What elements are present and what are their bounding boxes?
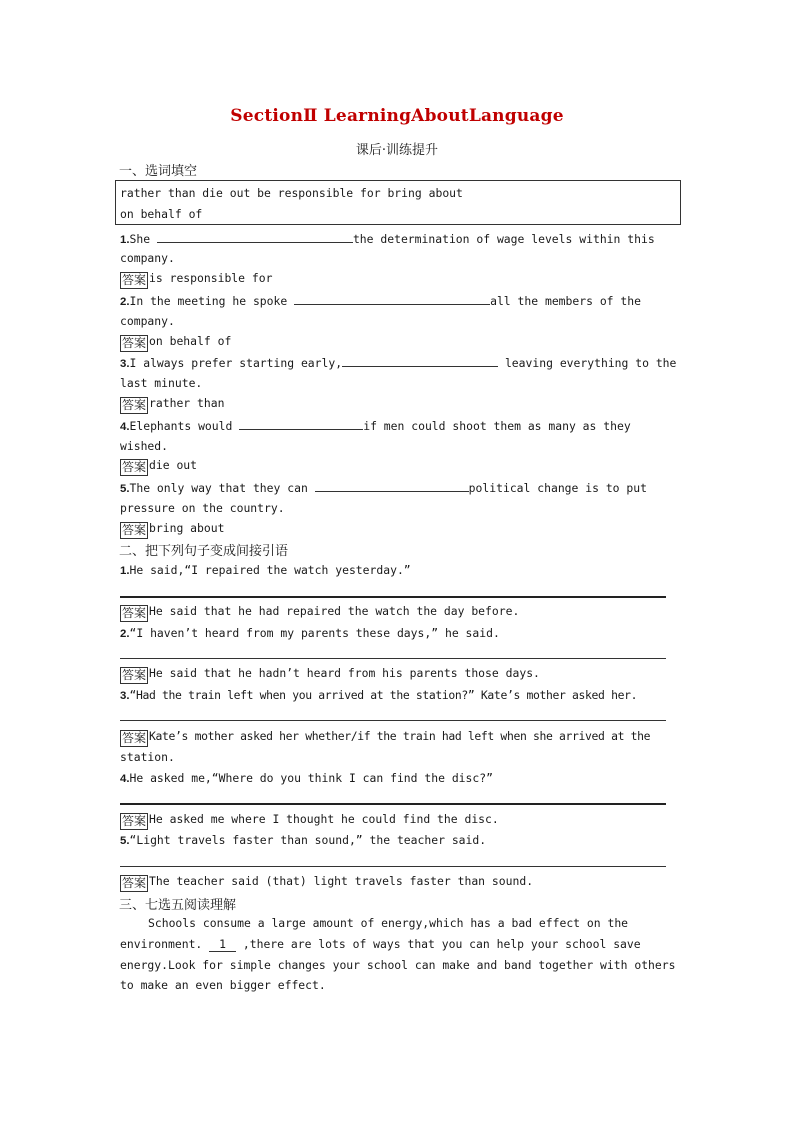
answer-tag: 答案 — [122, 460, 147, 474]
part2-answer-4: 答案 He asked me where I thought he could find the disc. — [122, 812, 499, 828]
answer-tag: 答案 — [122, 814, 147, 828]
part1-answer-2: 答案 on behalf of — [122, 334, 232, 350]
part1-question-5: 5.The only way that they can political change is to put — [120, 481, 647, 495]
answer-line — [120, 720, 666, 721]
page-title: SectionⅡ LearningAboutLanguage — [230, 106, 564, 126]
part2-answer-3-cont: station. — [120, 750, 175, 764]
reading-paragraph-line-1: Schools consume a large amount of energy,which has a bad effect on the — [148, 916, 629, 930]
answer-line — [120, 866, 666, 867]
part1-question-2: 2.In the meeting he spoke all the members of the — [120, 294, 641, 308]
answer-blank — [315, 480, 469, 492]
answer-line — [120, 596, 666, 598]
answer-tag: 答案 — [122, 523, 147, 537]
reading-paragraph-line-3: energy.Look for simple changes your school can make and band together with others — [120, 958, 676, 972]
reading-blank-1: 1 — [209, 937, 236, 952]
answer-tag: 答案 — [122, 731, 147, 745]
part1-question-2-cont: company. — [120, 314, 175, 328]
question-number: 5. — [120, 835, 130, 847]
part2-answer-3: 答案 Kate’s mother asked her whether/if the train had left when she arrived at the — [122, 729, 651, 745]
part1-question-1-cont: company. — [120, 251, 175, 265]
question-number: 2. — [120, 628, 130, 640]
part1-question-1: 1.She the determination of wage levels within this — [120, 232, 655, 246]
page-subtitle: 课后·训练提升 — [355, 143, 439, 158]
part2-question-5: 5.“Light travels faster than sound,” the teacher said. — [120, 833, 487, 847]
part2-answer-2: 答案 He said that he hadn’t heard from his parents those days. — [122, 666, 540, 682]
part2-question-2: 2.“I haven’t heard from my parents these days,” he said. — [120, 626, 500, 640]
part1-question-4: 4.Elephants would if men could shoot them as many as they — [120, 419, 631, 433]
answer-tag: 答案 — [122, 606, 147, 620]
part1-question-3: 3.I always prefer starting early, leaving everything to the — [120, 356, 677, 370]
part1-heading: 一、选词填空 — [119, 164, 198, 179]
part2-heading: 二、把下列句子变成间接引语 — [119, 544, 289, 559]
part1-answer-3: 答案 rather than — [122, 396, 225, 412]
question-number: 2. — [120, 296, 130, 308]
answer-line — [120, 803, 666, 805]
question-number: 3. — [120, 690, 130, 702]
part3-heading: 三、七选五阅读理解 — [119, 898, 237, 913]
answer-blank — [239, 418, 363, 430]
part1-answer-5: 答案 bring about — [122, 521, 225, 537]
part2-answer-5: 答案 The teacher said (that) light travels faster than sound. — [122, 874, 534, 890]
part2-answer-1: 答案 He said that he had repaired the watch the day before. — [122, 604, 520, 620]
question-number: 4. — [120, 773, 130, 785]
reading-paragraph-line-2: environment. 1 ,there are lots of ways that you can help your school save — [120, 937, 641, 951]
part1-answer-4: 答案 die out — [122, 458, 198, 474]
word-bank-line-2: on behalf of — [120, 207, 203, 221]
answer-tag: 答案 — [122, 876, 147, 890]
answer-blank — [157, 231, 353, 243]
word-bank-line-1: rather than die out be responsible for bring about — [120, 186, 463, 200]
question-number: 1. — [120, 234, 130, 246]
question-number: 5. — [120, 483, 130, 495]
answer-blank — [294, 293, 490, 305]
answer-tag: 答案 — [122, 273, 147, 287]
reading-paragraph-line-4: to make an even bigger effect. — [120, 978, 326, 992]
answer-blank — [342, 355, 498, 367]
part1-question-3-cont: last minute. — [120, 376, 203, 390]
answer-tag: 答案 — [122, 398, 147, 412]
question-number: 3. — [120, 358, 130, 370]
answer-tag: 答案 — [122, 668, 147, 682]
answer-line — [120, 658, 666, 659]
answer-tag: 答案 — [122, 336, 147, 350]
part1-question-5-cont: pressure on the country. — [120, 501, 285, 515]
part2-question-4: 4.He asked me,“Where do you think I can find the disc?” — [120, 771, 493, 785]
question-number: 4. — [120, 421, 130, 433]
part2-question-3: 3.“Had the train left when you arrived at the station?” Kate’s mother asked her. — [120, 688, 638, 702]
part1-question-4-cont: wished. — [120, 439, 169, 453]
part1-answer-1: 答案 is responsible for — [122, 271, 273, 287]
question-number: 1. — [120, 565, 130, 577]
part2-question-1: 1.He said,“I repaired the watch yesterday.” — [120, 563, 411, 577]
